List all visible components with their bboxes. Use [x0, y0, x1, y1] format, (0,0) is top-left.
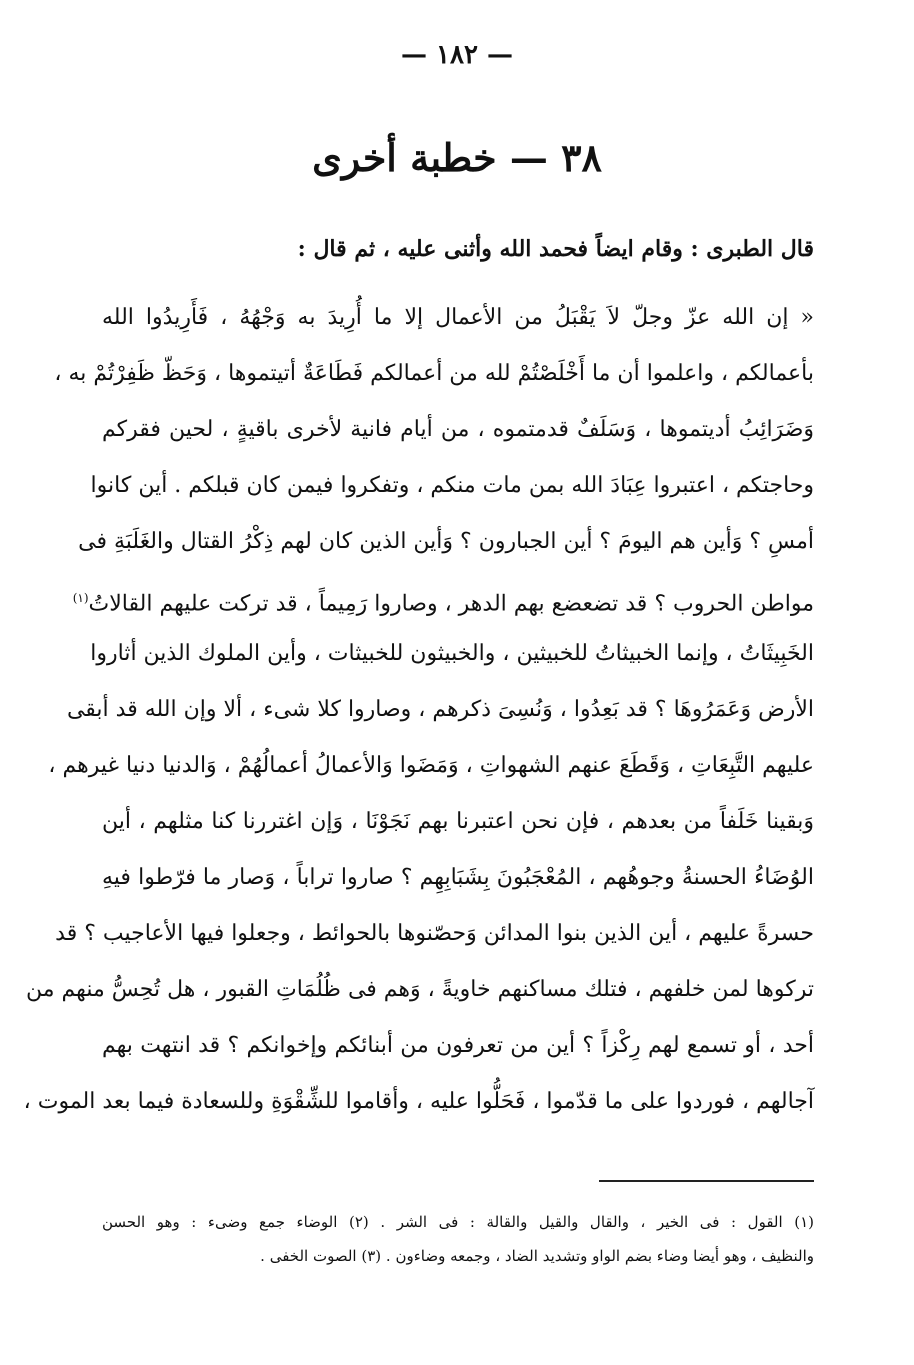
- intro-line: قال الطبرى : وقام ايضاً فحمد الله وأثنى عليه ، ثم قال :: [297, 236, 814, 262]
- text-line: عليهم التَّبِعَاتِ ، وَقَطَعَ عنهم الشهواتِ ، وَمَضَوا وَالأعمالُ أعمالُهُمْ ، وَالدنيا دنيا غيرهم ،: [48, 753, 814, 778]
- text-line: بأعمالكم ، واعلموا أن ما أَخْلَصْتُمْ لله من أعمالكم فَطَاعَةٌ أتيتموها ، وَحَظّ ظَفِرْتُمْ به ،: [54, 361, 814, 386]
- page-number: — ١٨٢ —: [400, 40, 514, 70]
- text-line: تركوها لمن خلفهم ، فتلك مساكنهم خاويةً ، وَهم فى ظُلُمَاتِ القبور ، هل تُحِسُّ منهم من: [26, 977, 814, 1002]
- text-line: الأرض وَعَمَرُوهَا ؟ قد بَعِدُوا ، وَنُسِىَ ذكرهم ، وصاروا كلا شىء ، ألا وإن الله قد أبقى: [66, 697, 814, 722]
- text-line-with-footnote: [72, 570, 814, 626]
- text-line: حسرةً عليهم ، أين الذين بنوا المدائن وَحصّنوها بالحوائط ، وجعلوا فيها الأعاجيب ؟ قد: [55, 921, 814, 946]
- page-title: ٣٨ — خطبة أخرى: [312, 135, 602, 180]
- text-segment: مواطن الحروب ؟ قد تضعضع بهم الدهر ، وصاروا رَمِيماً ، قد تركت عليهم القالاتُ: [88, 591, 814, 617]
- text-line: الوُضَاءُ الحسنةُ وجوهُهم ، المُعْجَبُونَ بِشَبَابِهِم ؟ صاروا تراباً ، وَصار ما فرّطوا فيهِ: [102, 865, 814, 890]
- footnote-line: والنظيف ، وهو أيضا وضاء بضم الواو وتشديد الضاد ، وجمعه وضاءون . (٣) الصوت الخفى .: [260, 1247, 814, 1265]
- text-line: وحاجتكم ، اعتبروا عِبَادَ الله بمن مات منكم ، وتفكروا فيمن كان قبلكم . أين كانوا: [90, 473, 814, 498]
- sermon-text: [23, 290, 814, 1130]
- text-line: أحد ، أو تسمع لهم رِكْزاً ؟ أين من تعرفون من أبنائكم وإخوانكم ؟ قد انتهت بهم: [102, 1033, 814, 1058]
- footnote-line: (١) القول : فى الخير ، والقال والقيل والقالة : فى الشر . (٢) الوضاء جمع وضىء : وهو الحسن: [102, 1213, 815, 1231]
- footnote-divider: [599, 1180, 814, 1182]
- text-line: أمسِ ؟ وَأين هم اليومَ ؟ أين الجبارون ؟ وَأين الذين كان لهم ذِكْرُ القتال والغَلَبَةِ فى: [78, 529, 814, 554]
- text-line: « إن الله عزّ وجلّ لاَ يَقْبَلُ من الأعمال إلا ما أُرِيدَ به وَجْهُهُ ، فَأَرِيدُوا الله: [102, 305, 814, 330]
- footnote-marker-1: (١): [72, 591, 89, 605]
- footnotes: [102, 1205, 814, 1273]
- text-line: آجالهم ، فوردوا على ما قدّموا ، فَحَلُّوا عليه ، وأقاموا للشِّقْوَةِ وللسعادة فيما بعد الموت ،: [23, 1089, 814, 1114]
- text-line: وَبقينا خَلَفاً من بعدهم ، فإن نحن اعتبرنا بهم نَجَوْنَا ، وَإن اغتررنا كنا مثلهم ، أين: [102, 809, 814, 834]
- text-line: الخَبِيثَاتُ ، وإنما الخبيثاتُ للخبيثين ، والخبيثون للخبيثات ، وأين الملوك الذين أثاروا: [90, 641, 814, 666]
- text-line: وَضَرَائِبُ أديتموها ، وَسَلَفٌ قدمتموه ، من أيام فانية لأخرى باقيةٍ ، لحين فقركم: [102, 417, 814, 442]
